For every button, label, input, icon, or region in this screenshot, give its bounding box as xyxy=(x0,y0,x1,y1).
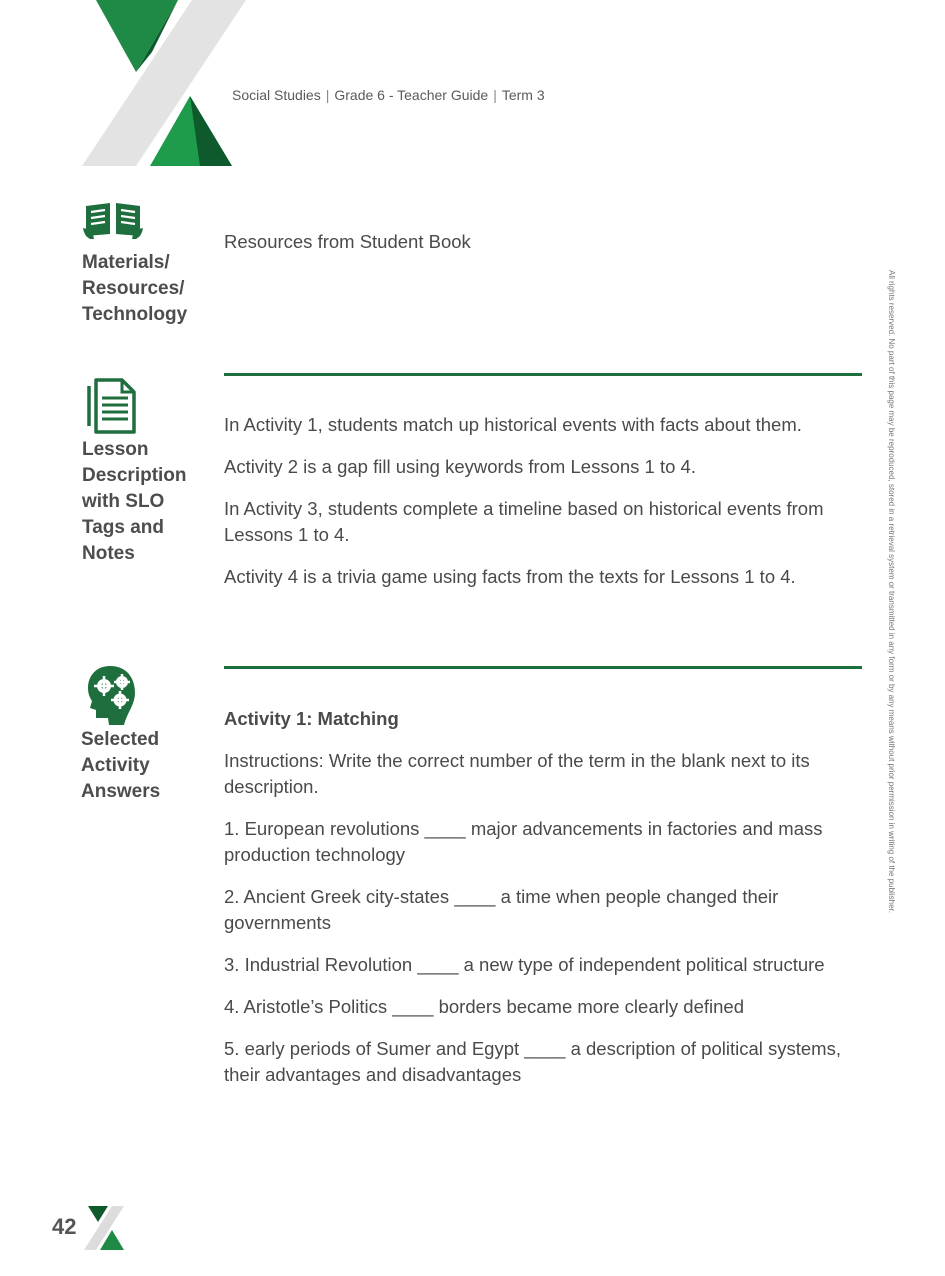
lesson-description xyxy=(224,412,864,606)
label-line: Tags and xyxy=(82,517,164,538)
label-line: Selected xyxy=(81,729,160,750)
matching-item: 5. early periods of Sumer and Egypt ____ a description of political systems, their advantages and disadvantages xyxy=(224,1038,841,1085)
label-line: Notes xyxy=(82,543,135,564)
label-line: Answers xyxy=(81,781,161,802)
brain-gears-icon xyxy=(84,664,140,726)
answers-label xyxy=(81,727,211,805)
header-separator: | xyxy=(325,87,330,103)
materials-text xyxy=(224,229,864,271)
lesson-paragraph: Activity 2 is a gap fill using keywords from Lessons 1 to 4. xyxy=(224,456,696,477)
footer-x-logo xyxy=(82,1206,128,1252)
lesson-paragraph: In Activity 3, students complete a timeline based on historical events from Lessons 1 to 4. xyxy=(224,498,824,545)
lesson-paragraph: In Activity 1, students match up historical events with facts about them. xyxy=(224,414,802,435)
lesson-paragraph: Activity 4 is a trivia game using facts from the texts for Lessons 1 to 4. xyxy=(224,566,796,587)
header-breadcrumb xyxy=(232,87,545,103)
lesson-label xyxy=(82,437,212,567)
matching-item: 3. Industrial Revolution ____ a new type of independent political structure xyxy=(224,954,825,975)
matching-item: 1. European revolutions ____ major advancements in factories and mass production technology xyxy=(224,818,823,865)
activity-title: Activity 1: Matching xyxy=(224,708,399,729)
label-line: Activity xyxy=(81,755,150,776)
materials-label xyxy=(82,250,212,328)
document-icon xyxy=(86,376,140,436)
copyright-notice: All rights reserved. No part of this page may be reproduced, stored in a retrieval system or transmitted in any form or by any means without prior permission in writing of the publisher. xyxy=(887,270,896,913)
matching-item: 2. Ancient Greek city-states ____ a time when people changed their governments xyxy=(224,886,779,933)
label-line: Resources/ xyxy=(82,278,185,299)
header-grade: Grade 6 - Teacher Guide xyxy=(334,87,489,103)
page-number: 42 xyxy=(52,1214,77,1239)
activity-instructions: Instructions: Write the correct number of the term in the blank next to its description. xyxy=(224,750,810,797)
header-term: Term 3 xyxy=(501,87,545,103)
header-separator: | xyxy=(493,87,497,103)
label-line: with SLO xyxy=(82,491,165,512)
header-x-logo xyxy=(80,0,250,170)
label-line: Materials/ xyxy=(82,252,170,273)
answers-content xyxy=(224,706,864,1104)
section-divider xyxy=(224,666,862,669)
section-divider xyxy=(224,373,862,376)
open-book-icon xyxy=(82,198,144,240)
label-line: Description xyxy=(82,465,187,486)
matching-item: 4. Aristotle’s Politics ____ borders became more clearly defined xyxy=(224,996,744,1017)
label-line: Technology xyxy=(82,304,188,325)
header-subject: Social Studies xyxy=(232,87,321,103)
label-line: Lesson xyxy=(82,439,149,460)
materials-paragraph: Resources from Student Book xyxy=(224,231,471,252)
